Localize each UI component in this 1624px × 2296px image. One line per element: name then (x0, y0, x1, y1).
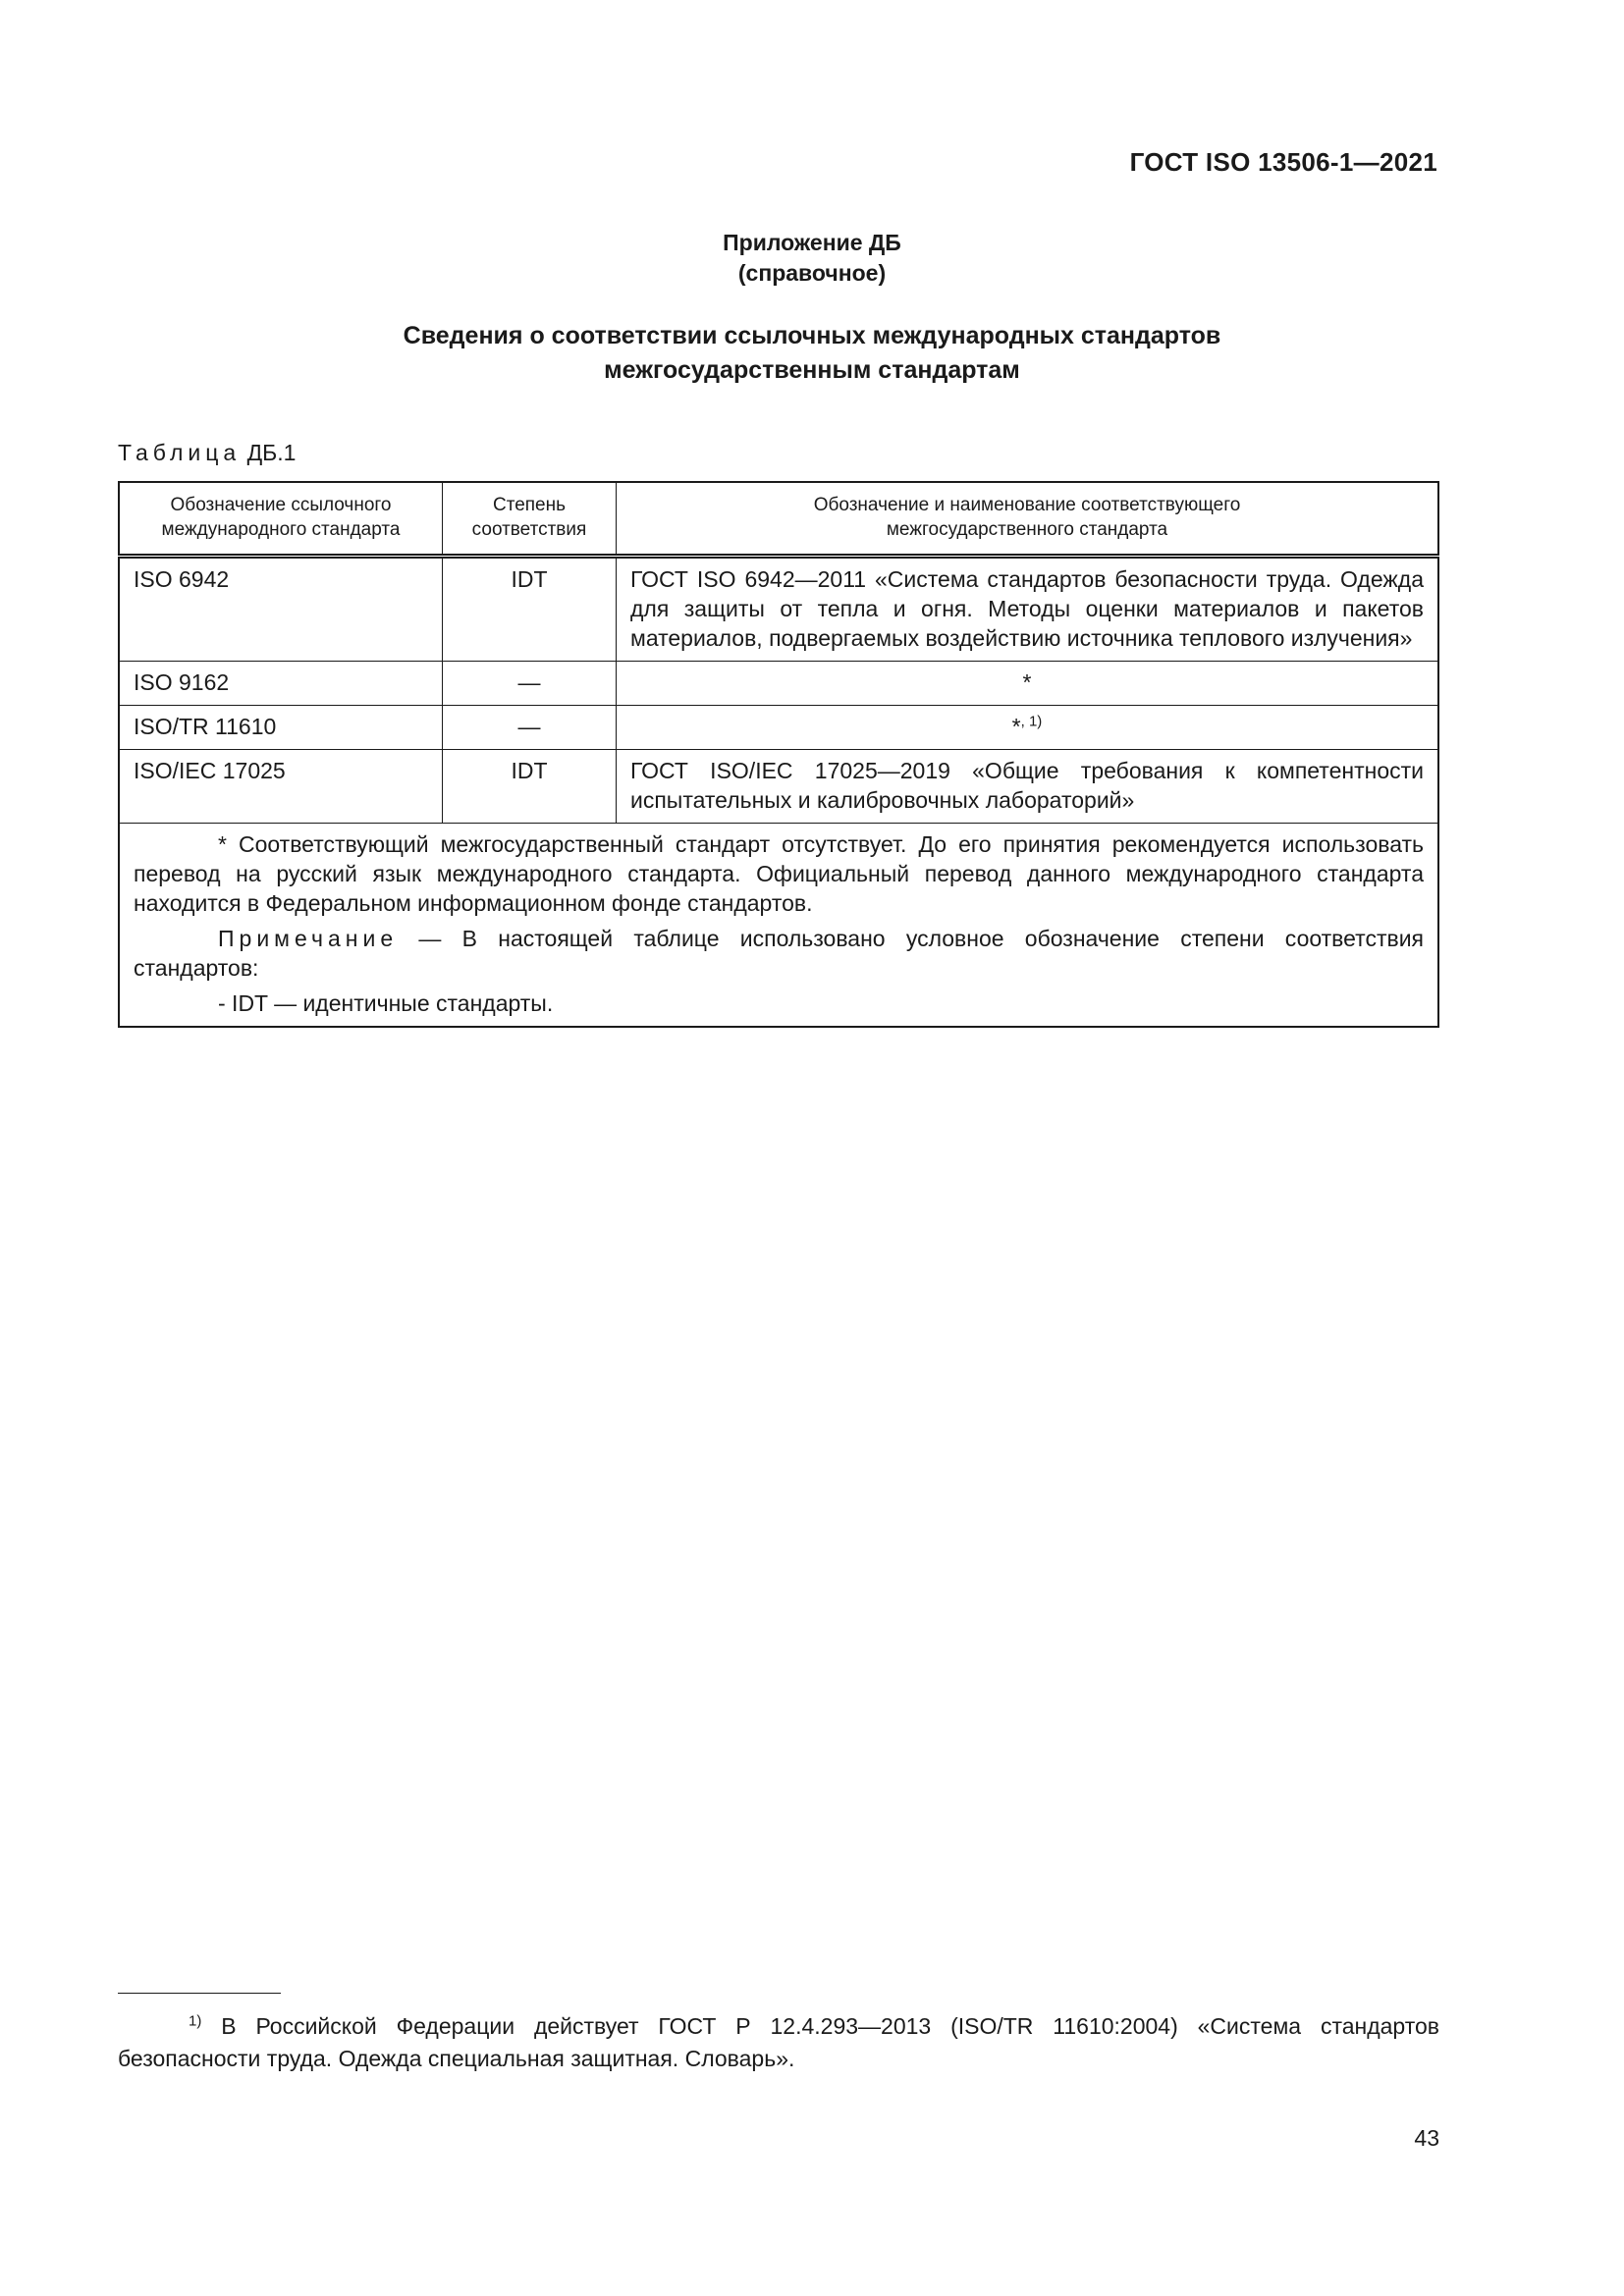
note-item: - IDT — идентичные стандарты. (218, 990, 554, 1016)
cell-national-star: * (1011, 714, 1021, 739)
cell-degree: IDT (443, 557, 617, 662)
annex-heading (0, 228, 1624, 289)
cell-ref: ISO 6942 (119, 557, 443, 662)
table-row (119, 750, 1438, 824)
header-degree-line2: соответствия (471, 519, 587, 540)
standards-table (118, 481, 1439, 1028)
cell-national: ГОСТ ISO 6942—2011 «Система стандартов безопасности труда. Одежда для защиты от тепла и огня. Методы оценки материалов и пакетов материалов, подвергаемых воздействию источника теплового излучения» (617, 557, 1439, 662)
annex-title-line1: Сведения о соответствии ссылочных международных стандартов (403, 322, 1221, 349)
table-note (134, 924, 1424, 983)
cell-degree: — (443, 662, 617, 706)
table-row (119, 706, 1438, 750)
table-caption-label: Таблица (118, 440, 242, 465)
header-ref-line2: международного стандарта (161, 519, 401, 540)
header-degree (443, 482, 617, 557)
header-degree-line1: Степень (492, 495, 567, 515)
header-national-line2: межгосударственного стандарта (886, 519, 1168, 540)
annex-name: Приложение ДБ (723, 230, 901, 255)
table-notes-row (119, 824, 1438, 1028)
table-star-footnote: * Соответствующий межгосударственный стандарт отсутствует. До его принятия рекомендуется использовать перевод на русский язык международного стандарта. Официальный перевод данного международного стандарта находится в Федеральном информационном фонде стандартов. (134, 831, 1424, 916)
table-notes (119, 824, 1438, 1028)
document-code: ГОСТ ISO 13506-1—2021 (1129, 147, 1437, 177)
cell-ref: ISO 9162 (119, 662, 443, 706)
cell-degree: IDT (443, 750, 617, 824)
footnote-mark: 1) (189, 2012, 202, 2030)
annex-title (0, 319, 1624, 388)
cell-ref: ISO/IEC 17025 (119, 750, 443, 824)
header-ref-standard (119, 482, 443, 557)
table-header-row (119, 482, 1438, 557)
table-row (119, 662, 1438, 706)
footnote-ref-mark: , 1) (1020, 713, 1043, 730)
table-row (119, 557, 1438, 662)
annex-kind: (справочное) (737, 260, 887, 286)
header-national-line1: Обозначение и наименование соответствующего (813, 495, 1241, 515)
table-caption (118, 440, 296, 466)
note-text: — В настоящей таблице использовано условное обозначение степени соответствия стандартов: (134, 926, 1425, 981)
page-footnote (118, 2010, 1439, 2075)
annex-title-line2: межгосударственным стандартам (604, 356, 1020, 384)
cell-degree: — (443, 706, 617, 750)
cell-national (617, 706, 1439, 750)
header-national-standard (617, 482, 1439, 557)
cell-national: * (617, 662, 1439, 706)
footnote-text: В Российской Федерации действует ГОСТ Р 12.4.293—2013 (ISO/TR 11610:2004) «Система стандартов безопасности труда. Одежда специальная защитная. Словарь». (118, 2013, 1439, 2071)
note-label: Примечание (218, 926, 399, 951)
footnote-divider (118, 1993, 281, 1994)
cell-national: ГОСТ ISO/IEC 17025—2019 «Общие требования к компетентности испытательных и калибровочных лабораторий» (617, 750, 1439, 824)
cell-ref: ISO/TR 11610 (119, 706, 443, 750)
page-number: 43 (1414, 2125, 1439, 2151)
header-ref-line1: Обозначение ссылочного (170, 495, 392, 515)
table-caption-number: ДБ.1 (246, 440, 297, 465)
